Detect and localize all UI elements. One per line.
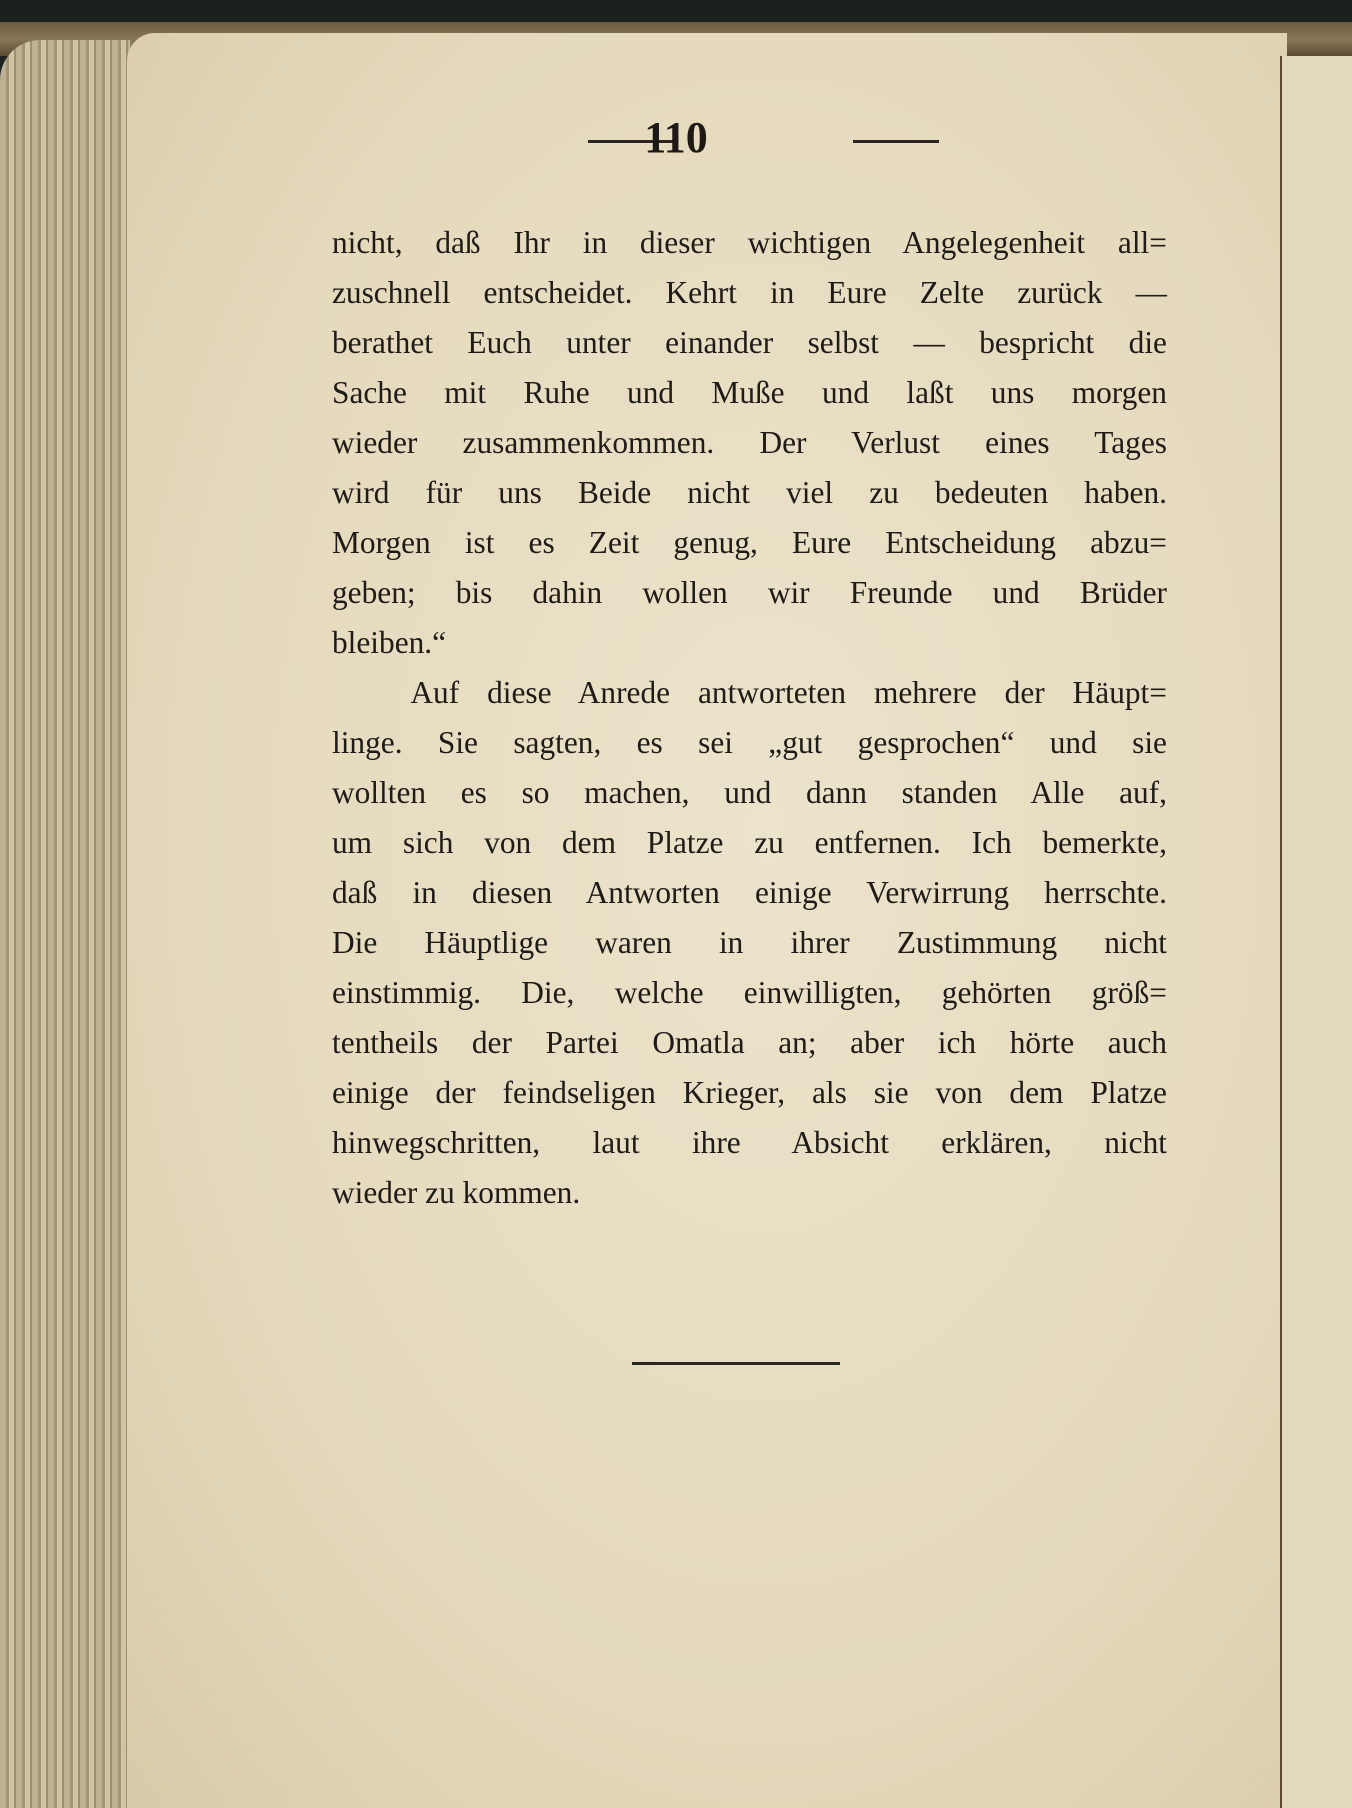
next-page-edge (1280, 56, 1352, 1808)
text-line: bleiben.“ (332, 624, 447, 660)
text-line: hinwegschritten, laut ihre Absicht erklären, nicht (332, 1124, 1167, 1160)
text-line: berathet Euch unter einander selbst — bespricht die (332, 324, 1167, 360)
page-number (0, 112, 1352, 163)
text-line: daß in diesen Antworten einige Verwirrung herrschte. (332, 874, 1167, 910)
text-line: zuschnell entscheidet. Kehrt in Eure Zelte zurück — (332, 274, 1167, 310)
text-line: tentheils der Partei Omatla an; aber ich hörte auch (332, 1024, 1167, 1060)
text-line: Morgen ist es Zeit genug, Eure Entscheidung abzu= (332, 524, 1167, 560)
page-stack-edge (0, 40, 132, 1808)
paragraph-2 (332, 667, 1184, 1217)
text-line: wieder zu kommen. (332, 1174, 581, 1210)
text-line: wieder zusammenkommen. Der Verlust eines Tages (332, 424, 1167, 460)
text-line: Auf diese Anrede antworteten mehrere der Häupt= (410, 674, 1167, 710)
paragraph-1 (332, 217, 1184, 667)
text-line: linge. Sie sagten, es sei „gut gesprochen“ und sie (332, 724, 1167, 760)
text-line: wird für uns Beide nicht viel zu bedeuten haben. (332, 474, 1167, 510)
text-line: wollten es so machen, und dann standen Alle auf, (332, 774, 1167, 810)
text-line: um sich von dem Platze zu entfernen. Ich bemerkte, (332, 824, 1167, 860)
page-number-dash-right (853, 140, 939, 143)
page-number-text: 110 (644, 113, 708, 162)
text-line: Sache mit Ruhe und Muße und laßt uns morgen (332, 374, 1167, 410)
chapter-end-rule (632, 1362, 840, 1365)
text-line: geben; bis dahin wollen wir Freunde und Brüder (332, 574, 1167, 610)
text-line: einige der feindseligen Krieger, als sie von dem Platze (332, 1074, 1167, 1110)
text-line: nicht, daß Ihr in dieser wichtigen Angelegenheit all= (332, 224, 1167, 260)
text-line: einstimmig. Die, welche einwilligten, gehörten größ= (332, 974, 1167, 1010)
text-line: Die Häuptlige waren in ihrer Zustimmung nicht (332, 924, 1167, 960)
